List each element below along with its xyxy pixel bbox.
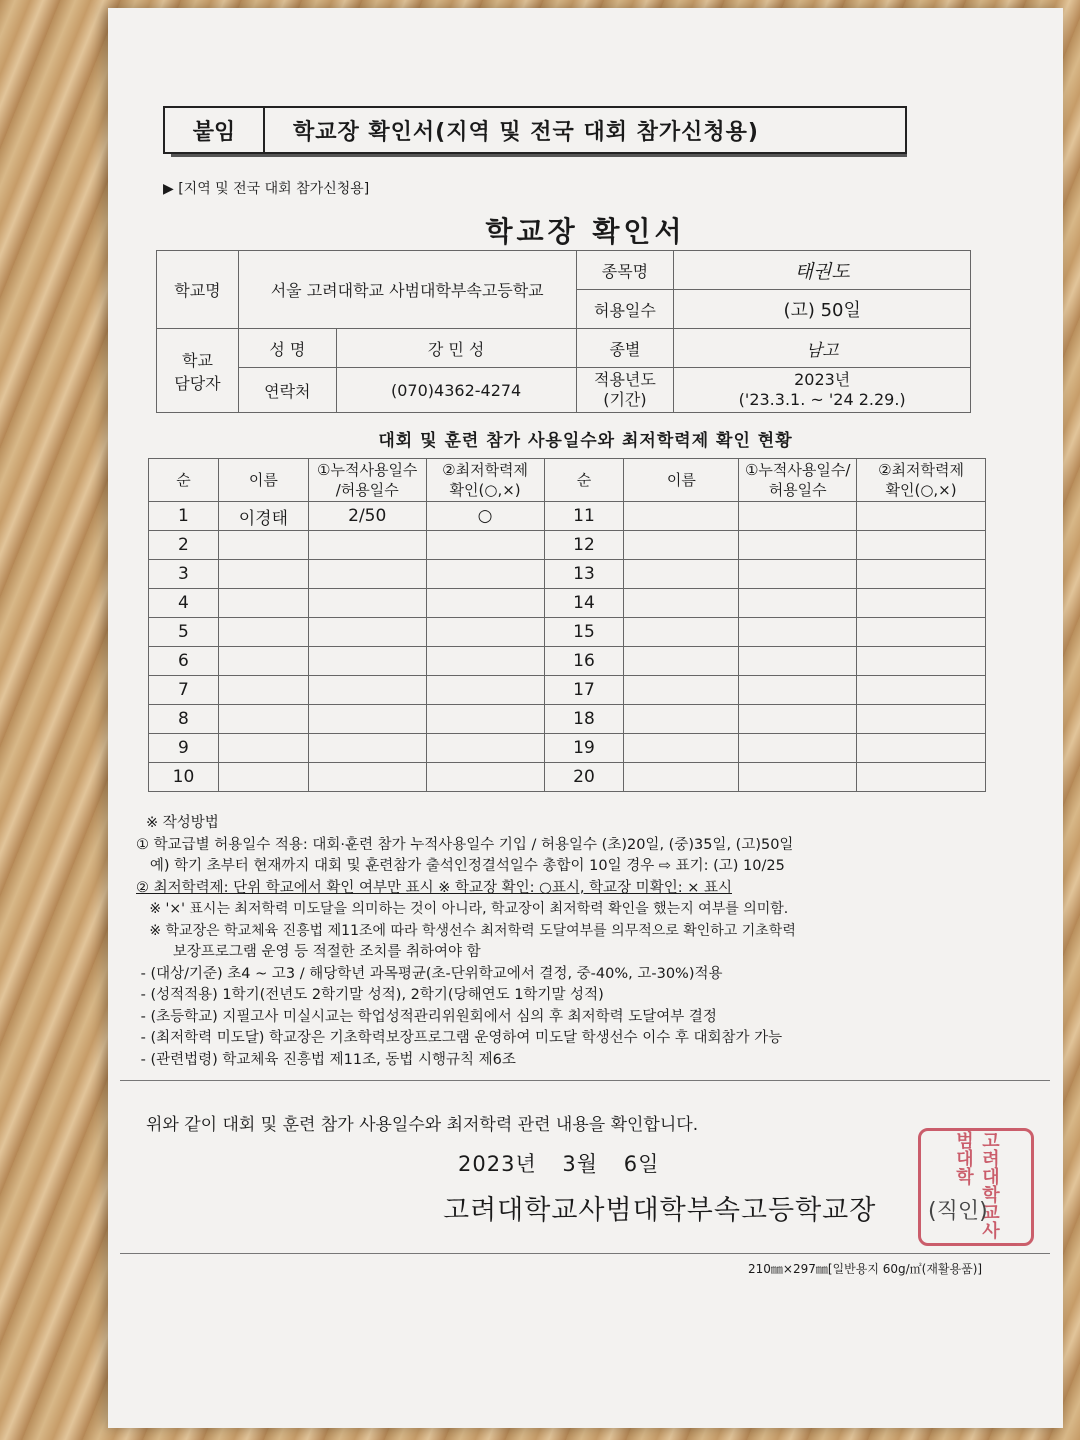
table-row bbox=[149, 647, 986, 676]
row-number: 7 bbox=[149, 676, 219, 705]
participation-table bbox=[148, 458, 986, 792]
contact-value: (070)4362-4274 bbox=[336, 368, 576, 413]
allowed-days-label: 허용일수 bbox=[576, 290, 674, 329]
table-row bbox=[149, 560, 986, 589]
paper-spec-footer: 210㎜×297㎜[일반용지 60g/㎡(재활용품)] bbox=[748, 1262, 983, 1276]
row-number: 11 bbox=[544, 502, 624, 531]
row-number: 16 bbox=[544, 647, 624, 676]
name-label: 성 명 bbox=[238, 329, 336, 368]
col-header: 이름 bbox=[624, 459, 739, 502]
table-row bbox=[149, 531, 986, 560]
row-number: 3 bbox=[149, 560, 219, 589]
manager-label: 학교 담당자 bbox=[157, 329, 239, 413]
table-row bbox=[149, 618, 986, 647]
col-header: 순 bbox=[149, 459, 219, 502]
col-header: 순 bbox=[544, 459, 624, 502]
allowed-days-value: (고) 50일 bbox=[674, 290, 971, 329]
row-number: 18 bbox=[544, 705, 624, 734]
row-number: 5 bbox=[149, 618, 219, 647]
row-number: 8 bbox=[149, 705, 219, 734]
school-label: 학교명 bbox=[157, 251, 239, 329]
school-info-table bbox=[156, 250, 971, 413]
table-row bbox=[149, 734, 986, 763]
col-header: ②최저학력제 확인(○,×) bbox=[857, 459, 986, 502]
table-row bbox=[149, 502, 986, 531]
table-row bbox=[149, 589, 986, 618]
row-number: 1 bbox=[149, 502, 219, 531]
note-line: - (대상/기준) 초4 ~ 고3 / 해당학년 과목평균(초-단위학교에서 결정, 중-40%, 고-30%)적용 bbox=[136, 965, 723, 982]
note-line: - (초등학교) 지필고사 미실시교는 학업성적관리위원회에서 심의 후 최저학력 도달여부 결정 bbox=[136, 1008, 717, 1025]
row-number: 14 bbox=[544, 589, 624, 618]
note-heading: ※ 작성방법 bbox=[146, 815, 219, 831]
table-row bbox=[149, 676, 986, 705]
year-value: 2023년 ('23.3.1. ~ '24 2.29.) bbox=[674, 368, 971, 413]
table-row bbox=[149, 763, 986, 792]
note-line: ※ '×' 표시는 최저학력 미도달을 의미하는 것이 아니라, 학교장이 최저학력 확인을 했는지 여부를 의미함. bbox=[136, 901, 789, 917]
event-value: 태권도 bbox=[674, 251, 971, 290]
row-number: 6 bbox=[149, 647, 219, 676]
row-number: 17 bbox=[544, 676, 624, 705]
type-label: 종별 bbox=[576, 329, 674, 368]
note-line: - (관련법령) 학교체육 진흥법 제11조, 동법 시행규칙 제6조 bbox=[136, 1051, 516, 1068]
attachment-header bbox=[163, 106, 907, 154]
note-line: ※ 학교장은 학교체육 진흥법 제11조에 따라 학생선수 최저학력 도달여부를 의무적으로 확인하고 기초학력 bbox=[136, 922, 796, 939]
contact-label: 연락처 bbox=[238, 368, 336, 413]
col-header: ②최저학력제 확인(○,×) bbox=[426, 459, 544, 502]
note-line: 보장프로그램 운영 등 적절한 조치를 취하여야 함 bbox=[136, 944, 481, 960]
row-number: 13 bbox=[544, 560, 624, 589]
issue-date: 2023년 3월 6일 bbox=[458, 1152, 660, 1176]
note-line: ② 최저학력제: 단위 학교에서 확인 여부만 표시 ※ 학교장 확인: ○표시, 학교장 미확인: × 표시 bbox=[136, 879, 732, 896]
student-name: 이경태 bbox=[218, 502, 308, 531]
col-header: 이름 bbox=[218, 459, 308, 502]
note-line: - (성적적용) 1학기(전년도 2학기말 성적), 2학기(당해연도 1학기말 성적) bbox=[136, 987, 604, 1003]
instructions-notes bbox=[136, 813, 1036, 1071]
row-number: 20 bbox=[544, 763, 624, 792]
row-number: 10 bbox=[149, 763, 219, 792]
table-row bbox=[149, 705, 986, 734]
status-title: 대회 및 훈련 참가 사용일수와 최저학력제 확인 현황 bbox=[378, 431, 793, 451]
usage-subnote: ▶ [지역 및 전국 대회 참가신청용] bbox=[163, 181, 370, 197]
document-paper bbox=[108, 8, 1063, 1428]
event-label: 종목명 bbox=[576, 251, 674, 290]
document-title: 학교장 확인서 bbox=[485, 215, 686, 248]
row-number: 4 bbox=[149, 589, 219, 618]
seal-label: (직인) bbox=[928, 1199, 988, 1224]
used-days: 2/50 bbox=[308, 502, 426, 531]
row-number: 12 bbox=[544, 531, 624, 560]
type-value: 남고 bbox=[674, 329, 971, 368]
divider bbox=[120, 1253, 1050, 1254]
row-number: 9 bbox=[149, 734, 219, 763]
note-line: ① 학교급별 허용일수 적용: 대회·훈련 참가 누적사용일수 기입 / 허용일수 (초)20일, (중)35일, (고)50일 bbox=[136, 836, 794, 853]
row-number: 15 bbox=[544, 618, 624, 647]
school-value: 서울 고려대학교 사범대학부속고등학교 bbox=[238, 251, 576, 329]
year-label: 적용년도 (기간) bbox=[576, 368, 674, 413]
row-number: 19 bbox=[544, 734, 624, 763]
official-seal-stamp: 고려대학교사범대학 bbox=[918, 1128, 1034, 1246]
attachment-title: 학교장 확인서(지역 및 전국 대회 참가신청용) bbox=[293, 119, 759, 145]
col-header: ①누적사용일수 /허용일수 bbox=[308, 459, 426, 502]
row-number: 2 bbox=[149, 531, 219, 560]
note-line: 예) 학기 초부터 현재까지 대회 및 훈련참가 출석인정결석일수 총합이 10일 경우 ⇨ 표기: (고) 10/25 bbox=[136, 858, 785, 874]
col-header: ①누적사용일수/ 허용일수 bbox=[739, 459, 857, 502]
check-mark: ○ bbox=[426, 502, 544, 531]
attachment-tag: 붙임 bbox=[165, 108, 265, 152]
divider bbox=[120, 1080, 1050, 1081]
principal-title: 고려대학교사범대학부속고등학교장 bbox=[443, 1195, 877, 1226]
confirmation-text: 위와 같이 대회 및 훈련 참가 사용일수와 최저학력 관련 내용을 확인합니다. bbox=[146, 1115, 699, 1135]
table-header-row bbox=[149, 459, 986, 502]
note-line: - (최저학력 미도달) 학교장은 기초학력보장프로그램 운영하여 미도달 학생선수 이수 후 대회참가 가능 bbox=[136, 1030, 783, 1046]
name-value: 강 민 성 bbox=[336, 329, 576, 368]
